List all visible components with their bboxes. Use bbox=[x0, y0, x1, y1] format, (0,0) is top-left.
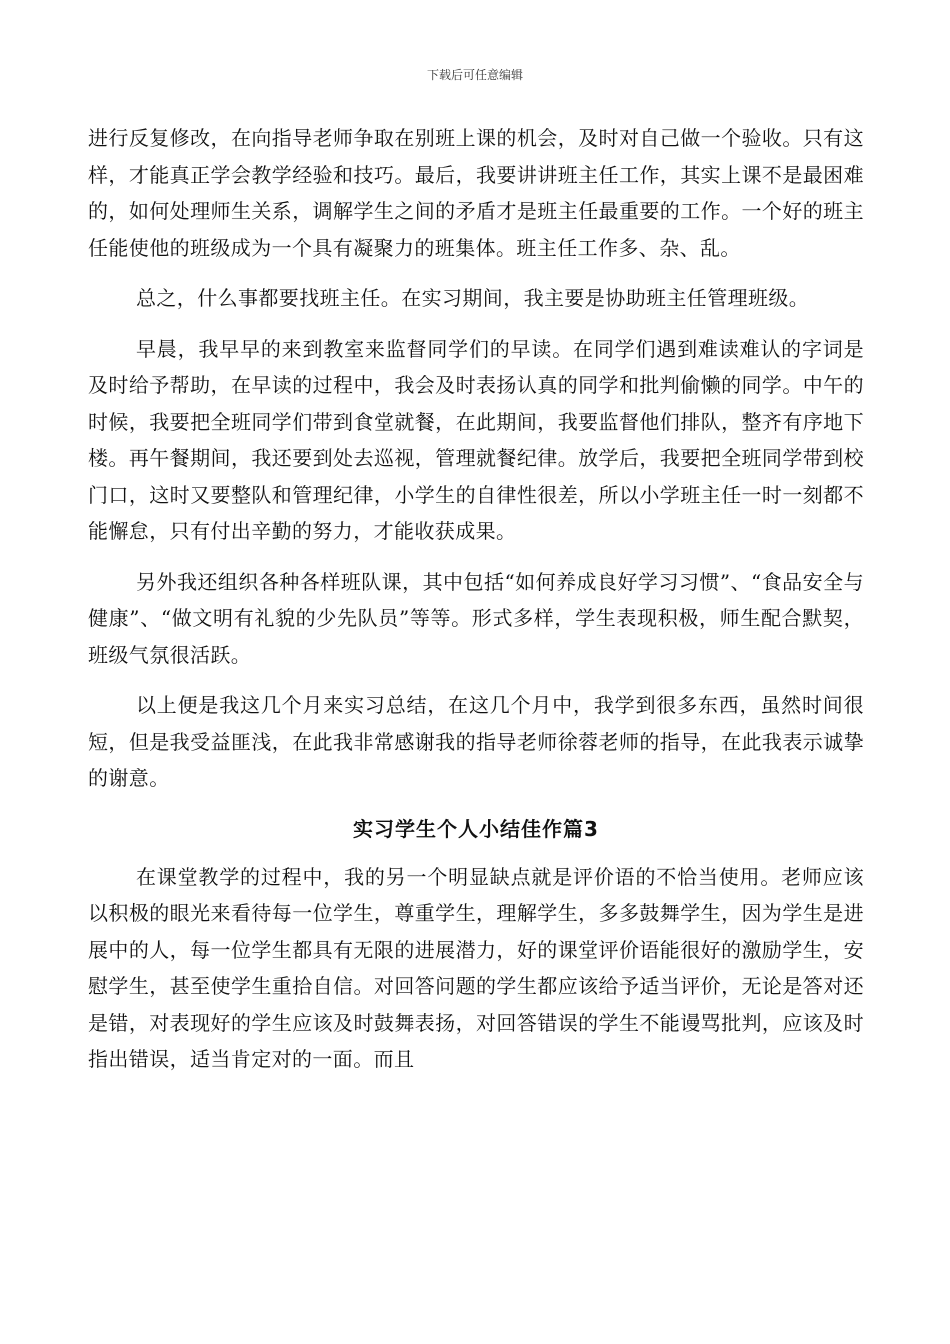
paragraph-morning-duties: 早晨，我早早的来到教室来监督同学们的早读。在同学们遇到难读难认的字词是及时给予帮助，在早读的过程中，我会及时表扬认真的同学和批判偷懒的同学。中午的时候，我要把全班同学们带到食堂就餐，在此期间，我要监督他们排队，整齐有序地下楼。再午餐期间，我还要到处去巡视，管理就餐纪律。放学后，我要把全班同学带到校门口，这时又要整队和管理纪律，小学生的自律性很差，所以小学班主任一时一刻都不能懈怠，只有付出辛勤的努力，才能收获成果。 bbox=[88, 336, 864, 543]
page-header-note: 下载后可任意编辑 bbox=[426, 68, 523, 82]
paragraph-class-activities: 另外我还组织各种各样班队课，其中包括“如何养成良好学习习惯”、“食品安全与健康”、“做文明有礼貌的少先队员”等等。形式多样，学生表现积极，师生配合默契，班级气氛很活跃。 bbox=[88, 569, 864, 667]
section-heading: 实习学生个人小结佳作篇3 bbox=[353, 816, 599, 841]
paragraph-continuation: 进行反复修改，在向指导老师争取在别班上课的机会，及时对自己做一个验收。只有这样，才能真正学会教学经验和技巧。最后，我要讲讲班主任工作，其实上课不是最困难的，如何处理师生关系，调解学生之间的矛盾才是班主任最重要的工作。一个好的班主任能使他的班级成为一个具有凝聚力的班集体。班主任工作多、杂、乱。 bbox=[88, 126, 864, 260]
document-body bbox=[88, 120, 864, 1092]
paragraph-summary: 总之，什么事都要找班主任。在实习期间，我主要是协助班主任管理班级。 bbox=[136, 286, 810, 310]
paragraph-evaluation: 在课堂教学的过程中，我的另一个明显缺点就是评价语的不恰当使用。老师应该以积极的眼光来看待每一位学生，尊重学生，理解学生，多多鼓舞学生，因为学生是进展中的人，每一位学生都具有无限的进展潜力，好的课堂评价语能很好的激励学生，安慰学生，甚至使学生重拾自信。对回答问题的学生都应该给予适当评价，无论是答对还是错，对表现好的学生应该及时鼓舞表扬，对回答错误的学生不能谩骂批判，应该及时指出错误，适当肯定对的一面。而且 bbox=[88, 864, 864, 1071]
paragraph-conclusion: 以上便是我这几个月来实习总结，在这几个月中，我学到很多东西，虽然时间很短，但是我受益匪浅，在此我非常感谢我的指导老师徐蓉老师的指导，在此我表示诚挚的谢意。 bbox=[88, 693, 864, 790]
